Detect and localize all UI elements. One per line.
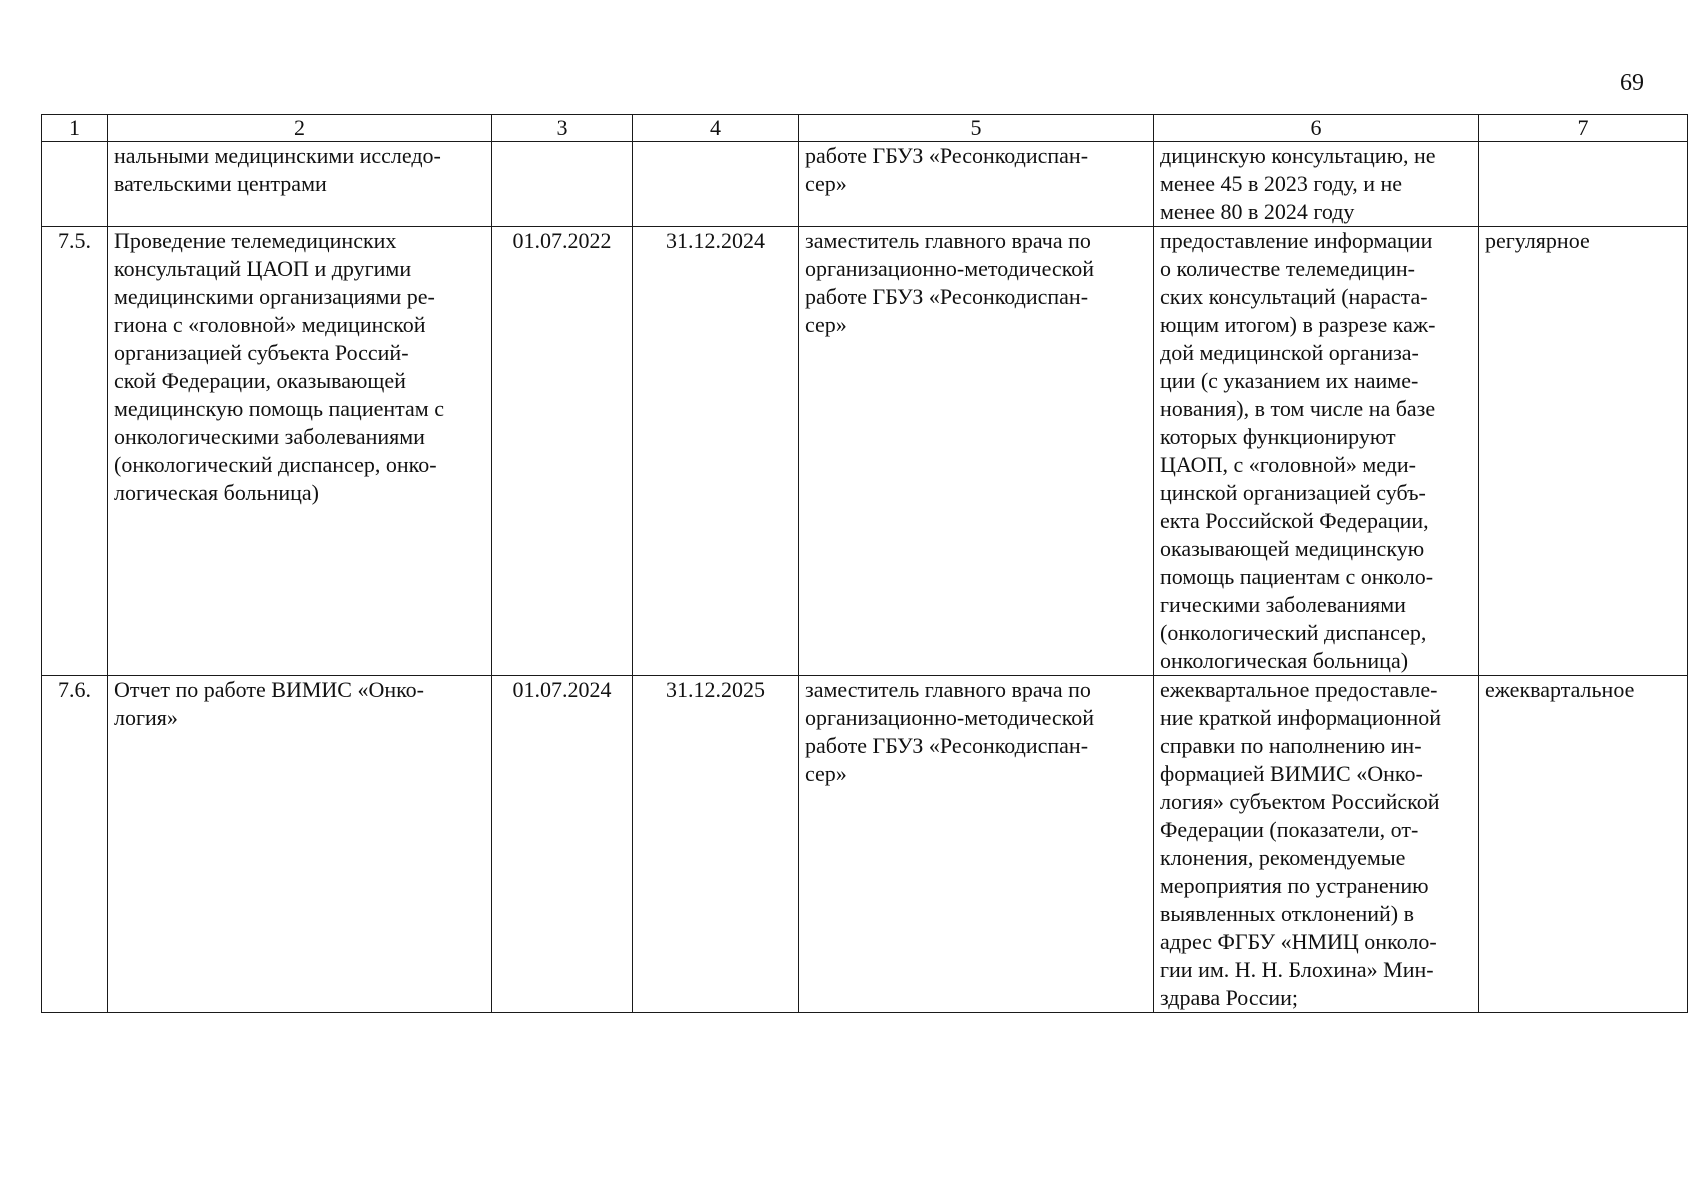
start-date-cell: 01.07.2022: [492, 227, 633, 676]
column-header: 2: [108, 115, 492, 142]
end-date-cell: 31.12.2025: [633, 676, 799, 1013]
column-header: 5: [799, 115, 1154, 142]
start-date-cell: 01.07.2024: [492, 676, 633, 1013]
column-header: 3: [492, 115, 633, 142]
column-header: 4: [633, 115, 799, 142]
end-date-cell: [633, 142, 799, 227]
periodicity-cell: ежеквартальное: [1479, 676, 1688, 1013]
responsible-cell: заместитель главного врача по организационно-методической работе ГБУЗ «Ресонкодиспан- сер»: [799, 676, 1154, 1013]
responsible-cell: работе ГБУЗ «Ресонкодиспан- сер»: [799, 142, 1154, 227]
table-row: [42, 676, 1688, 1013]
start-date-cell: [492, 142, 633, 227]
result-cell: предоставление информации о количестве телемедицин- ских консультаций (нараста- ющим итогом) в разрезе каж- дой медицинской организа- ции (с указанием их наиме- нования), в том числе на базе которых функционируют ЦАОП, с «головной» меди- цинской организацией субъ- екта Российской Федерации, оказывающей медицинскую помощь пациентам с онколо- гическими заболеваниями (онкологический диспансер, онкологическая больница): [1154, 227, 1479, 676]
table-row: [42, 227, 1688, 676]
result-cell: дицинскую консультацию, не менее 45 в 2023 году, и не менее 80 в 2024 году: [1154, 142, 1479, 227]
table-row: [42, 142, 1688, 227]
task-cell: нальными медицинскими исследо- вательскими центрами: [108, 142, 492, 227]
column-header: 7: [1479, 115, 1688, 142]
table-header-row: [42, 115, 1688, 142]
document-table: [41, 114, 1688, 1013]
row-number-cell: 7.5.: [42, 227, 108, 676]
row-number-cell: 7.6.: [42, 676, 108, 1013]
task-cell: Проведение телемедицинских консультаций ЦАОП и другими медицинскими организациями ре- гиона с «головной» медицинской организацией субъекта Россий- ской Федерации, оказывающей медицинскую помощь пациентам с онкологическими заболеваниями (онкологический диспансер, онко- логическая больница): [108, 227, 492, 676]
page-number: 69: [1620, 70, 1644, 96]
result-cell: ежеквартальное предоставле- ние краткой информационной справки по наполнению ин- формацией ВИМИС «Онко- логия» субъектом Российской Федерации (показатели, от- клонения, рекомендуемые мероприятия по устранению выявленных отклонений) в адрес ФГБУ «НМИЦ онколо- гии им. Н. Н. Блохина» Мин- здрава России;: [1154, 676, 1479, 1013]
task-cell: Отчет по работе ВИМИС «Онко- логия»: [108, 676, 492, 1013]
column-header: 6: [1154, 115, 1479, 142]
end-date-cell: 31.12.2024: [633, 227, 799, 676]
responsible-cell: заместитель главного врача по организационно-методической работе ГБУЗ «Ресонкодиспан- сер»: [799, 227, 1154, 676]
periodicity-cell: [1479, 142, 1688, 227]
column-header: 1: [42, 115, 108, 142]
periodicity-cell: регулярное: [1479, 227, 1688, 676]
row-number-cell: [42, 142, 108, 227]
